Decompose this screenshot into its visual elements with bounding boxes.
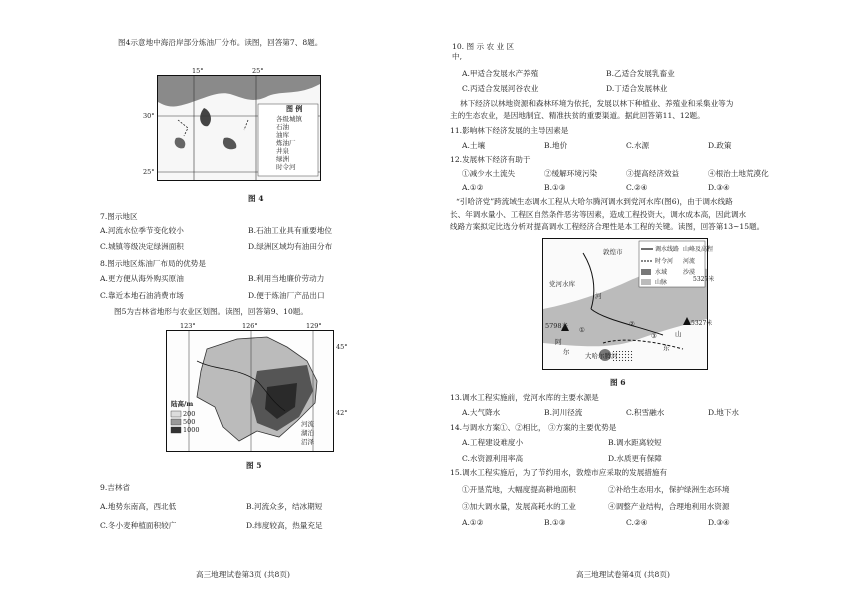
fig6-abu-char: 阿	[555, 338, 562, 346]
q15-item-2: ②补给生态用水，保护绿洲生态环境	[608, 485, 730, 494]
fig6-mountain-char: 山	[675, 330, 682, 338]
fig4-legend-title: 图 例	[286, 104, 303, 113]
fig6-east-char: 东	[663, 344, 670, 352]
q9-option-d: D.纬度较高，热量充足	[246, 521, 323, 530]
route-3-label: ③	[651, 332, 657, 340]
q14-stem: 14.与调水方案①、②相比， ③方案的主要优势是	[450, 423, 617, 432]
fig4-legend-item: 绿洲	[276, 155, 289, 163]
fig4-legend-item: 各级城镇	[276, 115, 302, 123]
fig4-legend-item: 时令河	[276, 163, 296, 171]
q15-option-b: B.①③	[544, 518, 566, 527]
q15-item-4: ④调整产业结构，合理地利用水资源	[608, 502, 730, 511]
oasis-area-2	[223, 138, 236, 150]
fig6-reservoir-label: 党河水库	[549, 280, 575, 288]
right-page-footer: 高三地理试卷第4页 (共8页)	[576, 570, 670, 579]
q12-option-c: C.②④	[626, 183, 648, 192]
q12-stem: 12.发展林下经济有助于	[450, 155, 531, 164]
route-1-label: ①	[579, 326, 585, 334]
figure-5-map	[166, 330, 334, 452]
legend-water-swatch	[641, 269, 651, 275]
fig4-legend-item: 炼油厂	[276, 139, 296, 147]
fig6-er-char: 尔	[563, 348, 570, 356]
q11-stem: 11.影响林下经济发展的主导因素是	[450, 126, 569, 135]
fig4-legend-item: 井泉	[276, 147, 289, 155]
fig6-legend-item: 山峰及高程	[683, 246, 714, 253]
q12-option-d: D.③④	[708, 183, 730, 192]
seasonal-river	[178, 120, 248, 136]
fig6-legend-item: 时令河	[655, 258, 674, 265]
legend-range-swatch	[641, 279, 651, 285]
q8-option-d: D.便于炼油厂产品出口	[248, 291, 325, 300]
route-2-label: ②	[629, 320, 635, 328]
q14-option-b: B.调水距离较短	[608, 438, 662, 447]
intro-water-1: “引哈济党”跨流域生态调水工程从大哈尔腾河调水到党河水库(图6)，由于调水线路	[456, 197, 733, 206]
fig6-river-char: 河	[595, 292, 602, 300]
figure-4-map	[157, 75, 321, 181]
q13-stem: 13.调水工程实施前，党河水库的主要水源是	[450, 393, 599, 402]
q10-stem: 10. 图 示 农 业 区	[452, 42, 515, 51]
q7-stem: 7.图示地区	[100, 212, 138, 221]
q11-option-b: B.地价	[544, 141, 568, 150]
q10-option-a: A.甲适合发展水产养殖	[462, 69, 539, 78]
fig4-legend-item: 油库	[276, 131, 289, 139]
fig4-lat-30: 30°	[143, 112, 155, 120]
q12-item-1: ①减少水土流失	[462, 169, 516, 178]
q15-option-d: D.③④	[708, 518, 730, 527]
fig6-caption: 图 6	[610, 378, 626, 387]
fig6-peak2-label: 5327米	[691, 320, 713, 327]
intro-forest-2: 主的生态农业，是因地制宜、精准扶贫的重要渠道。据此回答第11、12题。	[450, 111, 705, 120]
fig6-peak1-label: 5798米	[545, 322, 569, 330]
q10-option-b: B.乙适合发展乳畜业	[606, 69, 675, 78]
q15-item-1: ①开垦荒地，大幅度提高耕地面积	[462, 485, 576, 494]
fig4-lon-25: 25°	[252, 67, 264, 75]
fig5-lat-45: 45°	[336, 343, 348, 351]
elev-500-swatch	[171, 419, 181, 425]
q15-option-c: C.②④	[626, 518, 648, 527]
q15-stem: 15.调水工程实施后，为了节约用水，敦煌市应采取的发展措施有	[450, 468, 668, 477]
q11-option-c: C.水源	[626, 141, 650, 150]
q10-stem-cont: 中,	[452, 52, 463, 61]
figure-6-map	[542, 238, 715, 370]
elev-1000-swatch	[171, 427, 181, 433]
fig5-elev-label: 1000	[183, 426, 200, 434]
left-page-footer: 高三地理试卷第3页 (共8页)	[196, 570, 290, 579]
q14-option-c: C.水资源利用率高	[462, 454, 524, 463]
q8-stem: 8.图示地区炼油厂布局的优势是	[100, 259, 206, 268]
q9-stem: 9.吉林省	[100, 483, 131, 492]
q8-option-a: A.更方便从海外购买原油	[100, 274, 184, 283]
oasis-area	[200, 108, 211, 126]
fig6-legend-item: 山脉	[655, 279, 668, 286]
fig5-legend-title: 陆高/m	[171, 400, 194, 408]
q12-item-3: ③提高经济效益	[626, 169, 680, 178]
fig5-elev-label: 200	[183, 410, 196, 418]
sea-area	[158, 76, 320, 107]
fig6-dahar-label: 大哈尔腾河	[585, 352, 618, 360]
q7-option-b: B.石油工业具有重要地位	[248, 226, 332, 235]
fig6-legend-item: 河流	[683, 258, 696, 265]
q9-option-b: B.河流众多，结冰期短	[246, 502, 323, 511]
fig6-city-label: 敦煌市	[603, 248, 623, 256]
fig5-lon-126: 126°	[242, 322, 258, 330]
fig4-legend-item: 石油	[276, 123, 289, 131]
q15-item-3: ③加大调水量，发展高耗水的工业	[462, 502, 576, 511]
q9-option-a: A.地势东南高，西北低	[100, 502, 177, 511]
q13-option-d: D.地下水	[708, 408, 740, 417]
fig4-caption: 图 4	[248, 194, 264, 203]
q13-option-c: C.积雪融水	[626, 408, 665, 417]
fig6-legend-item: 沙漠	[683, 269, 696, 276]
q12-option-a: A.①②	[462, 183, 484, 192]
fig5-lat-42: 42°	[336, 409, 348, 417]
q13-option-b: B.河川径流	[544, 408, 583, 417]
fig5-sym-label: 湖泊	[301, 429, 314, 437]
intro-forest-1: 林下经济以林地资源和森林环境为依托，发展以林下种植业、养殖业和采集业等为	[460, 99, 734, 108]
intro-fig5: 图5为吉林省地形与农业区划图。读图，回答第9、10题。	[114, 307, 308, 316]
q14-option-a: A.工程建设难度小	[462, 438, 524, 447]
q7-option-c: C.城镇等级决定绿洲面积	[100, 242, 184, 251]
fig5-lon-123: 123°	[180, 322, 196, 330]
fig5-sym-label: 沼泽	[301, 438, 314, 446]
q8-option-b: B.利用当地廉价劳动力	[248, 274, 325, 283]
q10-option-c: C.丙适合发展河谷农业	[462, 84, 539, 93]
intro-water-3: 线路方案拟定比选分析对提高调水工程经济合理性是本工程的关键。读图，回答第13~15题。	[450, 222, 765, 231]
q11-option-d: D.政策	[708, 141, 732, 150]
fig5-sym-label: 河流	[301, 420, 314, 428]
intro-water-2: 长、年调水量小、工程区自然条件恶劣等因素，造成工程投资大，调水成本高，因此调水	[450, 210, 747, 219]
elev-200-swatch	[171, 411, 181, 417]
q12-option-b: B.①③	[544, 183, 566, 192]
fig6-legend-peak-height: 5327米	[693, 276, 715, 283]
fig6-legend-item: 水域	[655, 269, 668, 276]
oasis-area-3	[175, 138, 186, 149]
q12-item-4: ④根治土地荒漠化	[708, 169, 769, 178]
fig5-lon-129: 129°	[306, 322, 322, 330]
q15-option-a: A.①②	[462, 518, 484, 527]
q8-option-c: C.靠近本地石油消费市场	[100, 291, 184, 300]
q11-option-a: A.土壤	[462, 141, 486, 150]
fig4-lon-15: 15°	[192, 67, 204, 75]
fig6-legend-item: 调水线路	[655, 246, 680, 253]
q12-item-2: ②缓解环境污染	[544, 169, 598, 178]
fig5-elev-label: 500	[183, 418, 196, 426]
q14-option-d: D.水质更有保障	[608, 454, 662, 463]
fig5-caption: 图 5	[246, 461, 262, 470]
q7-option-d: D.绿洲区域均有油田分布	[248, 242, 333, 251]
q10-option-d: D.丁适合发展林业	[606, 84, 668, 93]
intro-fig4: 图4示意地中海沿岸部分炼油厂分布。读图，回答第7、8题。	[118, 38, 323, 47]
q13-option-a: A.大气降水	[462, 408, 501, 417]
fig4-lat-25: 25°	[143, 168, 155, 176]
q9-option-c: C.冬小麦种植面积较广	[100, 521, 177, 530]
q7-option-a: A.河流水位季节变化较小	[100, 226, 184, 235]
